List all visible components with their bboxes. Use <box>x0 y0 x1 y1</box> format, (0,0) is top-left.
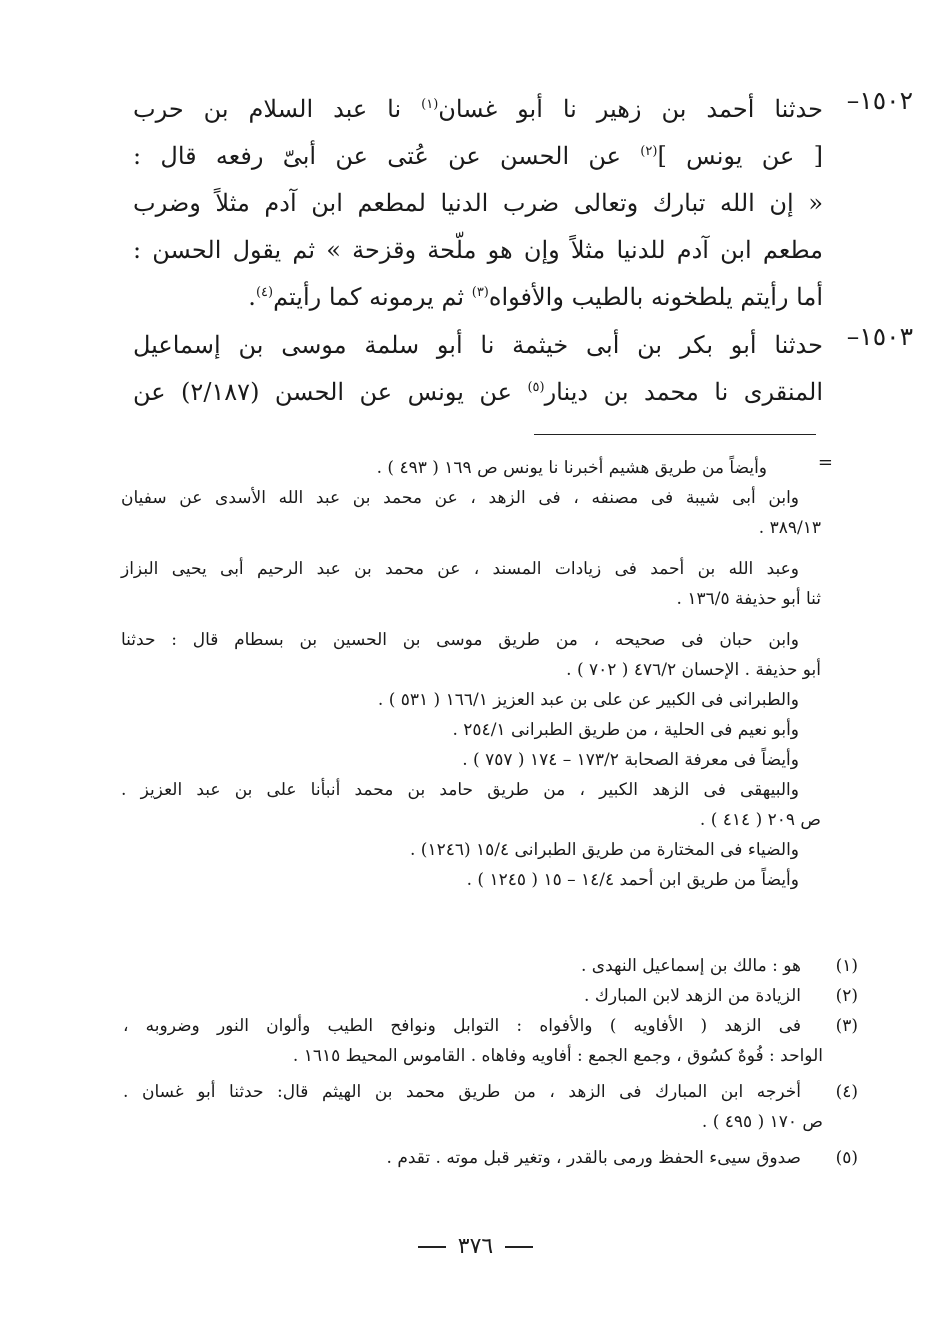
note-line: وأبو نعيم فى الحلية ، من طريق الطبرانى ٢٥٤/١ . <box>452 720 799 740</box>
note-line: ثنا أبو حذيفة ١٣٦/٥ . <box>676 589 821 609</box>
footnote-mark: (١) <box>835 956 858 976</box>
footnote-mark: (٣) <box>835 1016 858 1036</box>
footnote-text: صدوق سيىء الحفظ ورمى بالقدر ، وتغير قبل موته . تقدم . <box>386 1148 801 1168</box>
note-line: وابن أبى شيبة فى مصنفه ، فى الزهد ، عن محمد بن عبد الله الأسدى عن سفيان <box>121 488 799 508</box>
footnote-text: الزيادة من الزهد لابن المبارك . <box>584 986 801 1006</box>
footnote-text: أخرجه ابن المبارك فى الزهد ، من طريق محمد بن الهيثم قال: حدثنا أبو غسان . <box>123 1082 801 1102</box>
note-line: والطبرانى فى الكبير عن على بن عبد العزيز ١٦٦/١ ( ٥٣١ ) . <box>377 690 799 710</box>
note-line: وابن حبان فى صحيحه ، من طريق موسى بن الحسين بن بسطام قال : حدثنا <box>121 630 799 650</box>
hadith-line: « إن الله تبارك وتعالى ضرب الدنيا لمطعم ابن آدم مثلاً وضرب <box>133 189 823 217</box>
note-line: ٣٨٩/١٣ . <box>758 518 821 538</box>
hadith-line: مطعم ابن آدم للدنيا مثلاً وإن هو ملّحة وقزحة » ثم يقول الحسن : <box>133 236 823 264</box>
note-line: وأيضاً من طريق ابن أحمد ١٤/٤ – ١٥ ( ١٢٤٥ ) . <box>466 870 799 890</box>
footnote-mark: (٢) <box>835 986 858 1006</box>
hadith-line: حدثنا أبو بكر بن أبى خيثمة نا أبو سلمة موسى بن إسماعيل <box>133 331 823 359</box>
dash-left <box>505 1246 533 1248</box>
continuation-mark: = <box>817 452 833 473</box>
hadith-line: حدثنا أحمد بن زهير نا أبو غسان$^{(١)}$ نا عبد السلام بن حرب <box>133 95 823 123</box>
footnote-mark: (٤) <box>835 1082 858 1102</box>
hadith-line: [ عن يونس ]$^{(٢)}$ عن الحسن عن عُتى عن أبىّ رفعه قال : <box>133 142 823 170</box>
dash-right <box>418 1246 446 1248</box>
footnote-ref[interactable]: (٤) <box>255 285 274 300</box>
note-line: وعبد الله بن أحمد فى زيادات المسند ، عن محمد بن عبد الرحيم أبى يحيى البزاز <box>121 559 799 579</box>
footnote-3 <box>123 1011 858 1071</box>
footnote-2 <box>123 981 858 1011</box>
footnote-separator <box>534 434 816 435</box>
footnote-text: الواحد : فُوهٌ كسُوق ، وجمع الجمع : أفاويه وفاهاه . القاموس المحيط ١٦١٥ . <box>292 1046 823 1066</box>
footnote-5 <box>123 1143 858 1173</box>
takhrij-notes <box>121 453 821 895</box>
hadith-1502 <box>133 86 913 321</box>
hadith-number: ١٥٠٢– <box>846 86 913 115</box>
page-number-text: ٣٧٦ <box>457 1234 494 1259</box>
note-line: والبيهقى فى الزهد الكبير ، من طريق حامد بن محمد أنبأنا على بن عبد العزيز . <box>121 780 799 800</box>
footnote-ref[interactable]: (١) <box>421 97 439 112</box>
note-line: ص ٢٠٩ ( ٤١٤ ) . <box>699 810 821 830</box>
footnote-1 <box>123 951 858 981</box>
footnote-ref[interactable]: (٥) <box>527 380 545 395</box>
footnote-mark: (٥) <box>835 1148 858 1168</box>
note-line: والضياء فى المختارة من طريق الطبرانى ١٥/٤ (١٢٤٦) . <box>409 840 799 860</box>
note-line: أبو حذيفة . الإحسان ٤٧٦/٢ ( ٧٠٢ ) . <box>566 660 821 680</box>
footnote-text: فى الزهد ( الأفاويه ) والأفواه : التوابل ونوافح الطيب وألوان النور وضروبه ، <box>123 1016 801 1036</box>
note-line: وأيضاً من طريق هشيم أخبرنا نا يونس ص ١٦٩ ( ٤٩٣ ) . <box>376 458 767 478</box>
footnote-text: ص ١٧٠ ( ٤٩٥ ) . <box>701 1112 823 1132</box>
hadith-number: ١٥٠٣– <box>846 322 913 351</box>
footnote-text: هو : مالك بن إسماعيل النهدى . <box>581 956 801 976</box>
footnote-4 <box>123 1077 858 1137</box>
note-line: وأيضاً فى معرفة الصحابة ١٧٣/٢ – ١٧٤ ( ٧٥٧ ) . <box>462 750 799 770</box>
hadith-1503 <box>133 322 913 416</box>
footnotes <box>123 951 858 1173</box>
page-number <box>0 1234 951 1259</box>
footnote-ref[interactable]: (٣) <box>471 285 489 300</box>
hadith-line: أما رأيتم يلطخونه بالطيب والأفواه$^{(٣)}$ ثم يرمونه كما رأيتم$^{(٤)}$. <box>248 283 823 311</box>
hadith-line: المنقرى نا محمد بن دينار$^{(٥)}$ عن يونس عن الحسن (٢/١٨٧) عن <box>133 378 823 406</box>
footnote-ref[interactable]: (٢) <box>640 144 658 159</box>
